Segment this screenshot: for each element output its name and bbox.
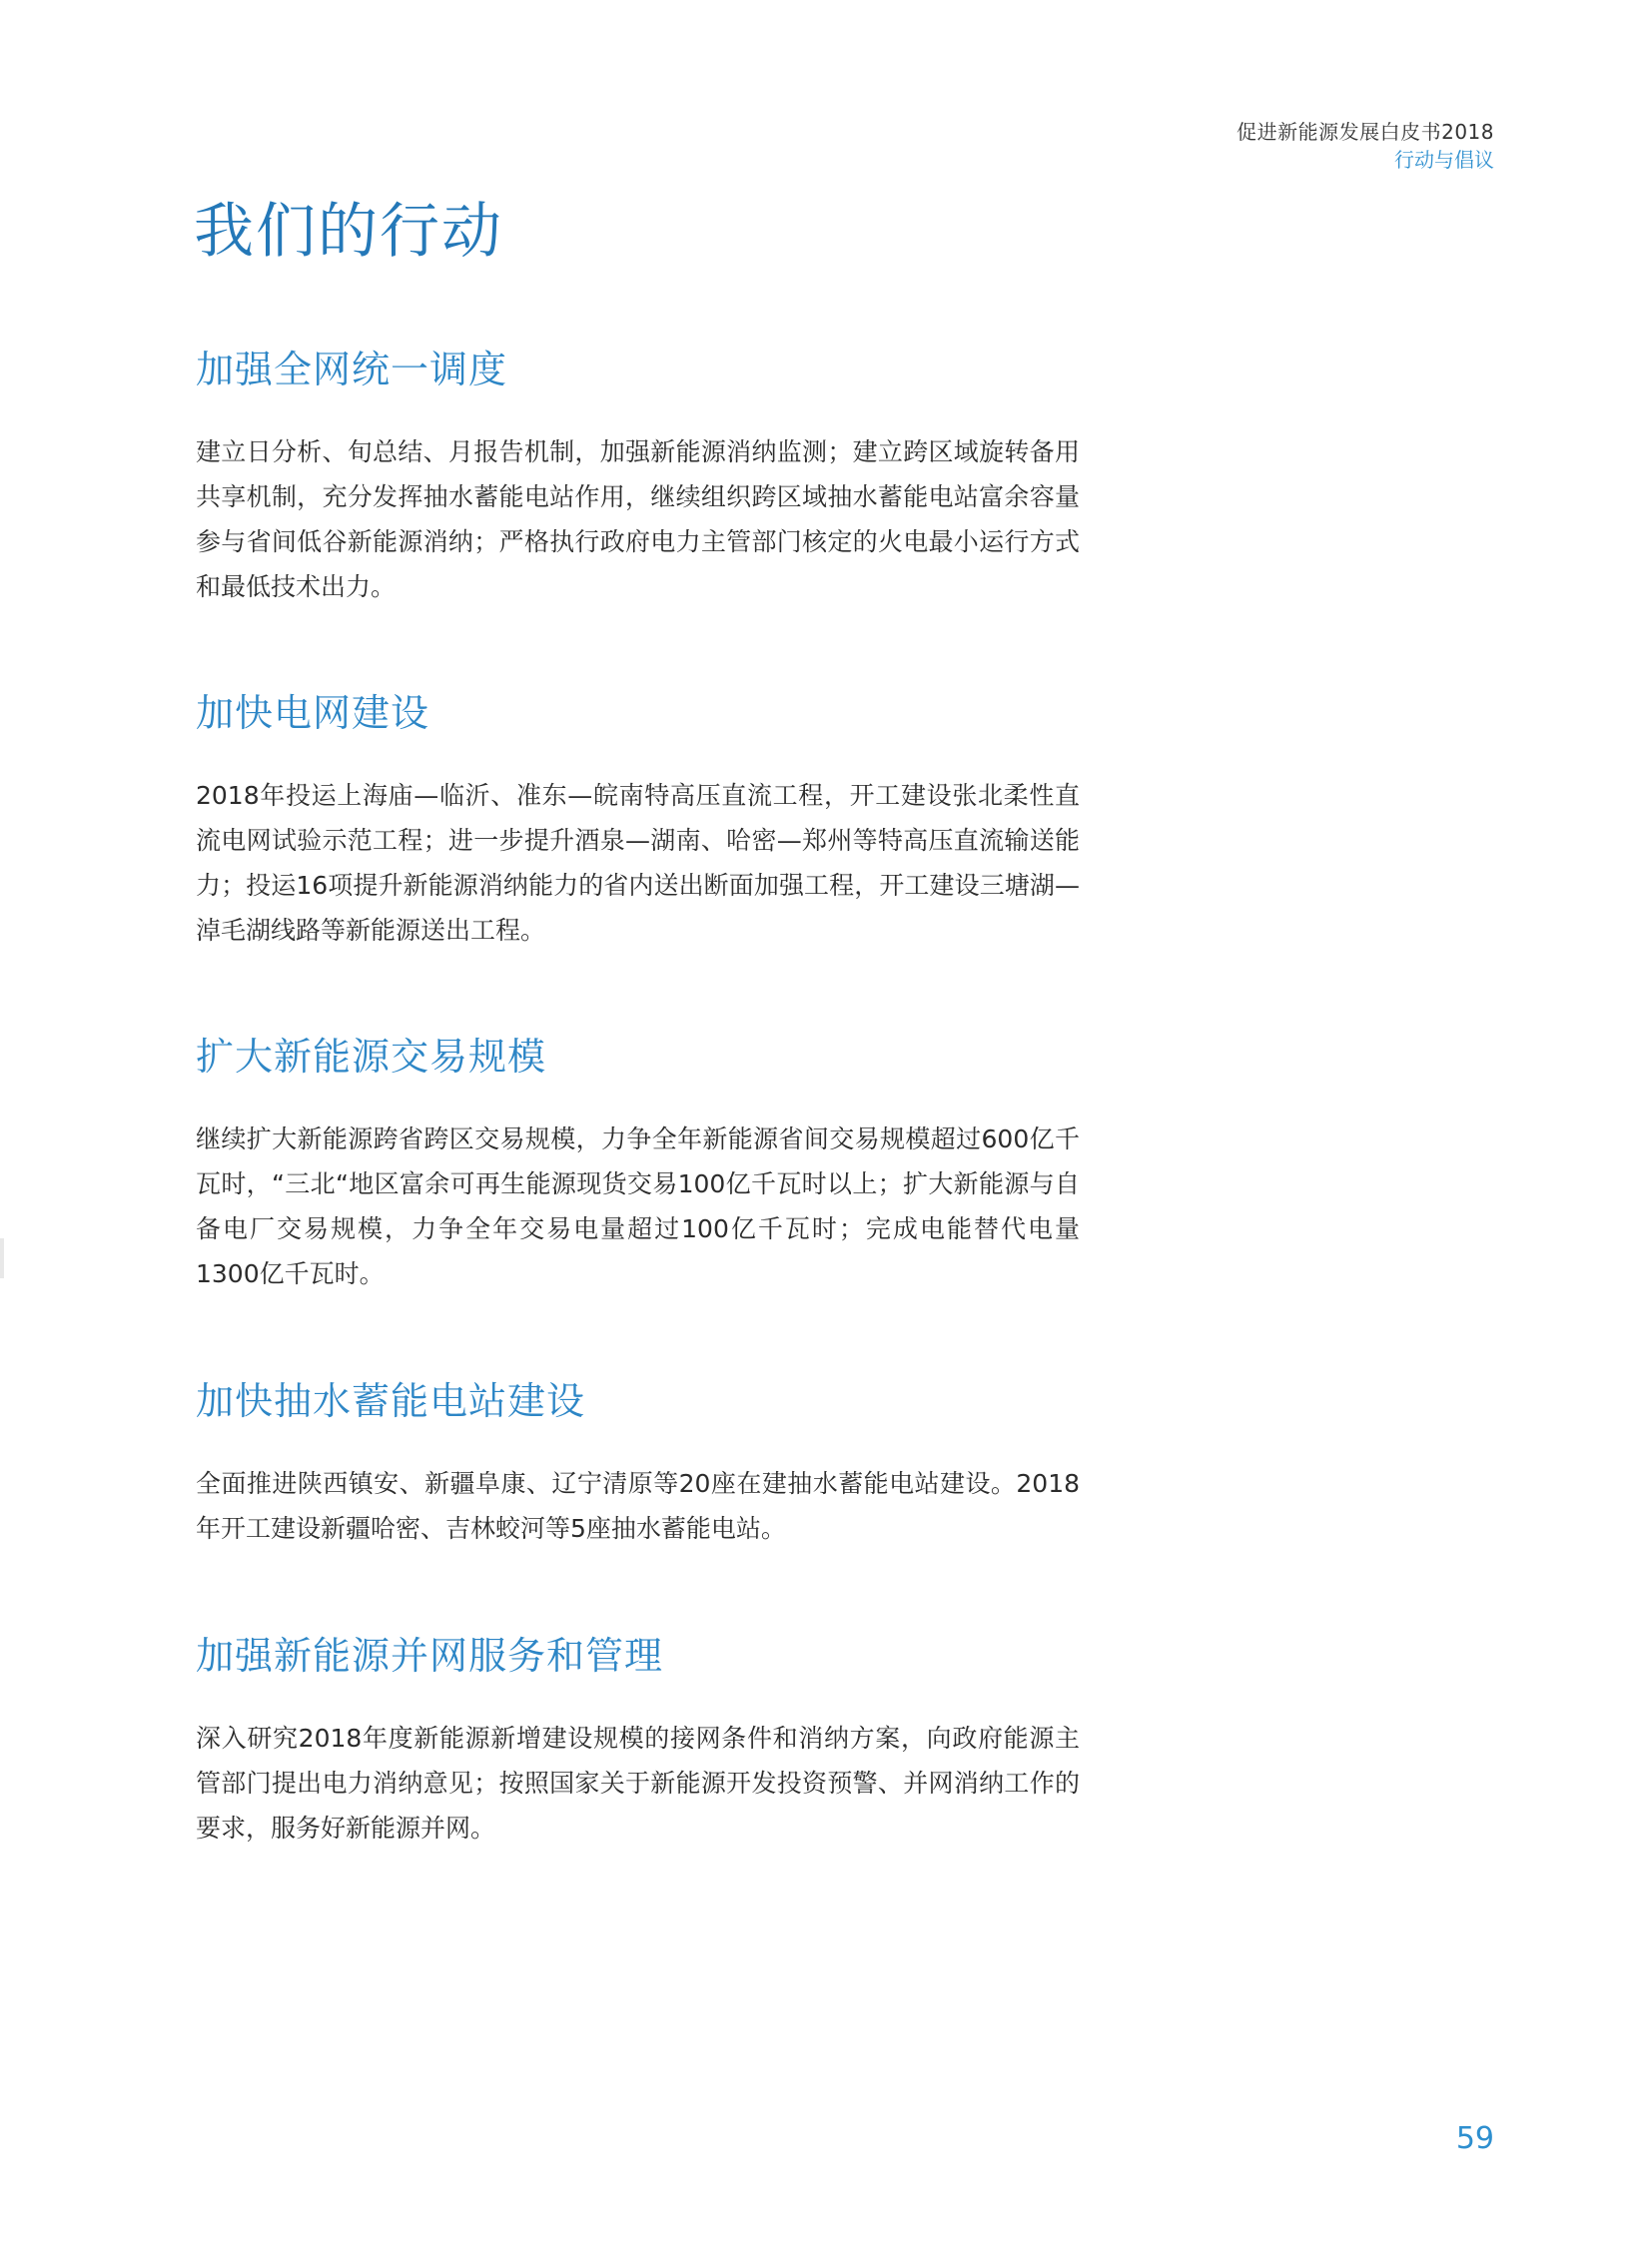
section-trading-scale [196, 1032, 1080, 1296]
section-grid-construction [196, 688, 1080, 953]
section-unified-dispatch [196, 345, 1080, 609]
section-heading: 加强新能源并网服务和管理 [196, 1634, 664, 1678]
section-body: 全面推进陕西镇安、新疆阜康、辽宁清原等20座在建抽水蓄能电站建设。2018年开工建设新疆哈密、吉林蛟河等5座抽水蓄能电站。 [196, 1469, 1080, 1543]
section-pumped-storage [196, 1376, 1080, 1551]
page-edge-shadow [0, 1238, 4, 1278]
page-number: 59 [1455, 2121, 1494, 2156]
section-body: 继续扩大新能源跨省跨区交易规模，力争全年新能源省间交易规模超过600亿千瓦时，“三北“地区富余可再生能源现货交易100亿千瓦时以上；扩大新能源与自备电厂交易规模，力争全年交易电量超过100亿千瓦时；完成电能替代电量1300亿千瓦时。 [196, 1124, 1080, 1288]
section-body: 建立日分析、旬总结、月报告机制，加强新能源消纳监测；建立跨区域旋转备用共享机制，充分发挥抽水蓄能电站作用，继续组织跨区域抽水蓄能电站富余容量参与省间低谷新能源消纳；严格执行政府电力主管部门核定的火电最小运行方式和最低技术出力。 [196, 437, 1080, 601]
section-heading: 加快抽水蓄能电站建设 [196, 1379, 586, 1423]
section-heading: 扩大新能源交易规模 [196, 1035, 547, 1079]
page-title: 我们的行动 [194, 197, 503, 267]
section-body: 深入研究2018年度新能源新增建设规模的接网条件和消纳方案，向政府能源主管部门提出电力消纳意见；按照国家关于新能源开发投资预警、并网消纳工作的要求，服务好新能源并网。 [196, 1724, 1080, 1843]
section-heading: 加快电网建设 [196, 691, 430, 735]
running-header [1237, 118, 1494, 174]
document-title: 促进新能源发展白皮书2018 [1237, 120, 1494, 144]
section-body: 2018年投运上海庙—临沂、准东—皖南特高压直流工程，开工建设张北柔性直流电网试验示范工程；进一步提升酒泉—湖南、哈密—郑州等特高压直流输送能力；投运16项提升新能源消纳能力的省内送出断面加强工程，开工建设三塘湖—淖毛湖线路等新能源送出工程。 [196, 781, 1080, 945]
chapter-title: 行动与倡议 [1394, 148, 1494, 172]
section-grid-connection-service [196, 1631, 1080, 1851]
section-heading: 加强全网统一调度 [196, 348, 508, 391]
